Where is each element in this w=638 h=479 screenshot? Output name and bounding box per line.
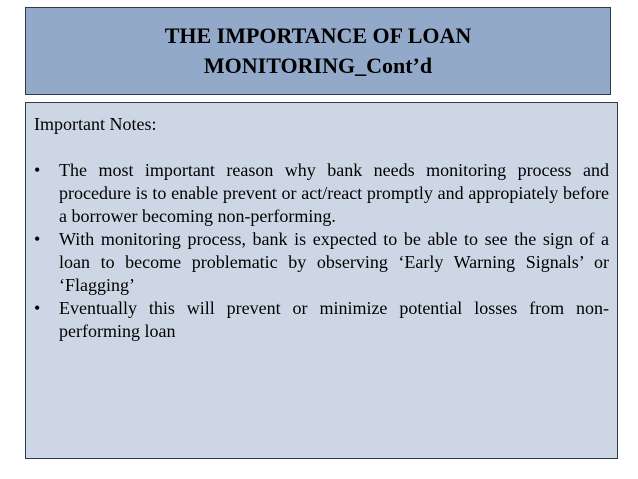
content-box [25, 102, 618, 459]
notes-heading: Important Notes: [34, 114, 157, 134]
bullet-icon: • [34, 229, 41, 249]
title-line-1: THE IMPORTANCE OF LOAN [164, 23, 472, 48]
bullet-icon: • [34, 160, 41, 180]
slide-title [26, 21, 610, 81]
bullet-text: The most important reason why bank needs monitoring process and procedure is to enable prevent or act/react promptly and appropiately before a borrower becoming non-performing. [59, 160, 609, 226]
list-item [34, 228, 609, 297]
title-line-2: MONITORING_Cont’d [203, 53, 433, 78]
bullet-icon: • [34, 298, 41, 318]
bullet-text: Eventually this will prevent or minimize potential losses from non-performing loan [59, 298, 609, 341]
bullet-text: With monitoring process, bank is expected to be able to see the sign of a loan to become problematic by observing ‘Early Warning Signals’ or ‘Flagging’ [59, 229, 609, 295]
title-box [25, 7, 611, 95]
notes-list [34, 159, 609, 343]
list-item [34, 297, 609, 343]
list-item [34, 159, 609, 228]
